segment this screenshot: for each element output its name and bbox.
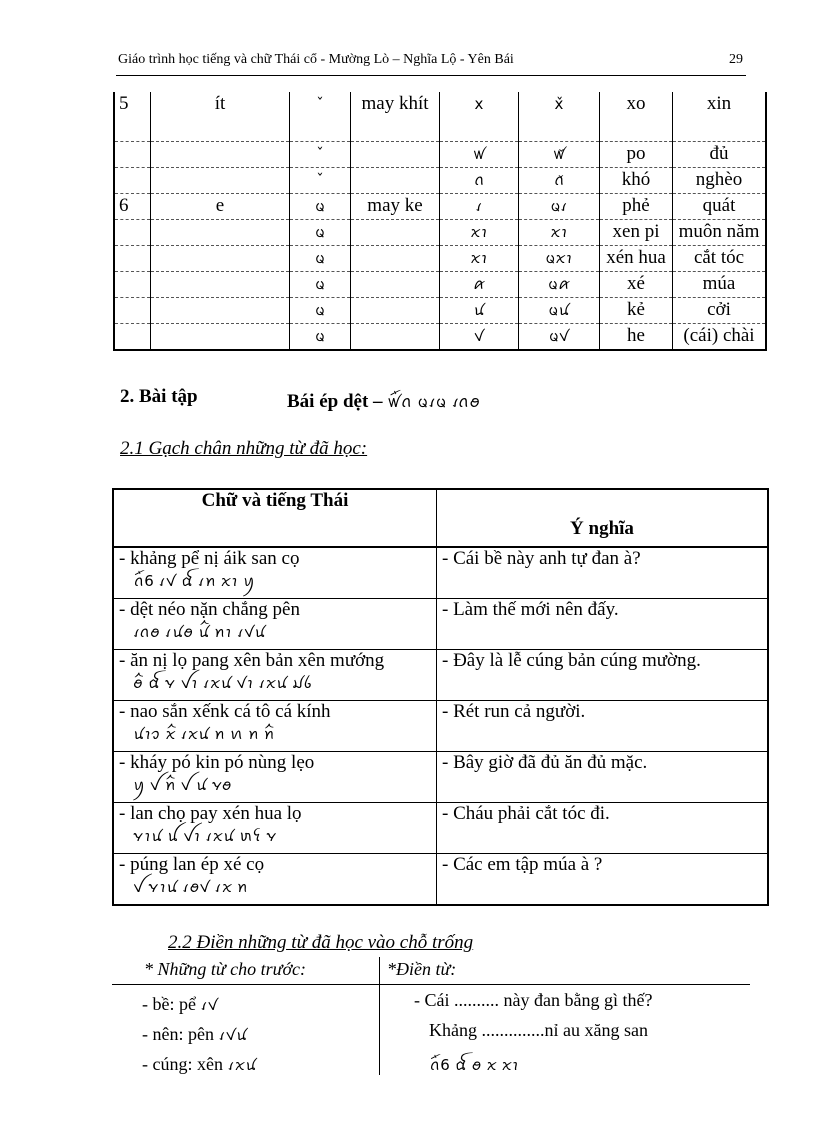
exercise-subtitle-text: Bái ép dệt – <box>287 391 383 412</box>
vowel-table-cell: (cái) chài <box>673 324 767 351</box>
vowel-table-cell: ꪙ <box>440 298 519 324</box>
vowel-table-cell <box>114 272 151 298</box>
vowel-table-cell: quát <box>673 194 767 220</box>
vowel-table <box>113 92 767 351</box>
vowel-table-cell <box>114 142 151 168</box>
vowel-table-cell: cởi <box>673 298 767 324</box>
thai-script: ꪮꪲ ꪞ ꪩ ꪜꪱ ꪹꪎꪙ ꪚꪱ ꪹꪎꪙ ꪣꪉ <box>133 674 312 692</box>
vowel-table-cell <box>351 272 440 298</box>
fill-divider-vertical <box>379 957 380 1075</box>
vowel-table-cell: e <box>151 194 290 220</box>
vowel-table-cell <box>351 142 440 168</box>
vowel-table-row <box>114 272 766 298</box>
vowel-table-row <box>114 194 766 220</box>
vowel-table-cell: ᨾ <box>290 324 351 351</box>
vowel-table-cell <box>151 142 290 168</box>
exercise-table-row <box>113 547 768 599</box>
vowel-table-cell: ⅹ̌ <box>519 92 600 142</box>
vowel-table-cell <box>114 168 151 194</box>
fill-words-heading: *Điền từ: <box>387 959 457 979</box>
vowel-table-cell: ꪚ <box>440 324 519 351</box>
vowel-table-cell: múa <box>673 272 767 298</box>
thai-phrase: - khảng pể nị áik san cọ <box>119 548 300 569</box>
vowel-table-cell <box>114 246 151 272</box>
thai-script: ꪙꪱꪫ ꪎꪲ ꪹꪎꪙ ꪀ ꪕ ꪀ ꪀꪲ <box>133 725 275 743</box>
meaning-cell: - Rét run cả người. <box>437 701 769 752</box>
vowel-table-cell: ᨾ <box>290 298 351 324</box>
exercise-table-row <box>113 701 768 752</box>
vowel-table-cell <box>151 246 290 272</box>
vowel-table-cell <box>151 220 290 246</box>
vowel-table-row <box>114 246 766 272</box>
exercise-table-row <box>113 803 768 854</box>
exercise-subtitle <box>287 386 480 420</box>
given-word: - bề: pể ꪹꪚ <box>142 994 218 1014</box>
vowel-table-cell: xé <box>600 272 673 298</box>
vowel-table-cell: ꪎꪱ <box>519 220 600 246</box>
exercise-table-row <box>113 650 768 701</box>
fill-sentence-thai: ꪒꪸ6 ꪞ ꪮ ꪎ ꪎꪱ <box>429 1056 519 1074</box>
vowel-table-cell: khó <box>600 168 673 194</box>
thai-phrase-cell <box>113 599 437 650</box>
vowel-table-row <box>114 142 766 168</box>
vowel-table-cell: may ke <box>351 194 440 220</box>
vowel-table-cell: ít <box>151 92 290 142</box>
thai-phrase-cell <box>113 854 437 906</box>
exercise-table-header <box>113 489 768 547</box>
meaning-cell: - Đây là lễ cúng bản cúng mường. <box>437 650 769 701</box>
vowel-table-cell <box>151 168 290 194</box>
vowel-table-row <box>114 324 766 351</box>
vowel-table-cell: kẻ <box>600 298 673 324</box>
exercise-table-row <box>113 752 768 803</box>
thai-phrase: - nao sắn xếnk cá tô cá kính <box>119 701 331 722</box>
vowel-table-cell: ꪁ <box>440 272 519 298</box>
vowel-table-row <box>114 92 766 142</box>
meaning-cell: - Các em tập múa à ? <box>437 854 769 906</box>
page-number: 29 <box>729 52 743 67</box>
thai-phrase-cell <box>113 701 437 752</box>
thai-phrase: - lan chọ pay xén hua lọ <box>119 803 302 824</box>
header-title: Giáo trình học tiếng và chữ Thái cổ - Mường Lò – Nghĩa Lộ - Yên Bái <box>118 52 514 67</box>
vowel-table-cell: may khít <box>351 92 440 142</box>
vowel-table-cell <box>351 246 440 272</box>
section-2-1-heading: 2.1 Gạch chân những từ đã học: <box>120 438 368 459</box>
vowel-table-cell: xo <box>600 92 673 142</box>
vowel-table-cell: ꪎꪱ <box>440 220 519 246</box>
vowel-table-cell <box>114 324 151 351</box>
fill-sentence: - Cái .......... này đan bằng gì thế? <box>414 990 653 1010</box>
meaning-cell: - Cháu phải cắt tóc đi. <box>437 803 769 854</box>
thai-script: ꪩꪱꪙ ꪊ ꪜꪱ ꪹꪎꪙ ꪬꪺ ꪩ <box>133 827 278 845</box>
vowel-table-cell: ˇ <box>290 168 351 194</box>
thai-script: ꪹꪒꪮ ꪹꪙꪮ ꪙꪲ ꪀꪱ ꪹꪚꪙ <box>133 623 266 641</box>
vowel-table-cell: 6 <box>114 194 151 220</box>
vowel-table-cell: ᨾꪹ <box>519 194 600 220</box>
vowel-table-cell <box>351 324 440 351</box>
vowel-table-cell: ᨾ <box>290 194 351 220</box>
vowel-table-cell: ᨾꪙ <box>519 298 600 324</box>
vowel-table-cell: xén hua <box>600 246 673 272</box>
fill-sentence: Khảng ..............nỉ au xăng san <box>429 1020 648 1040</box>
exercise-subtitle-thai: ꪝꪸꪒ ᨾꪹᨾ ꪹꪒꪮ <box>387 392 481 411</box>
vowel-table-cell <box>351 168 440 194</box>
thai-phrase: - dệt néo nặn chắng pên <box>119 599 300 620</box>
vowel-table-cell: xen pi <box>600 220 673 246</box>
thai-phrase: - kháy pó kin pó nùng lẹo <box>119 752 315 773</box>
vowel-table-cell: đủ <box>673 142 767 168</box>
header-divider <box>116 75 746 76</box>
vowel-table-cell: cắt tóc <box>673 246 767 272</box>
exercise-table <box>112 488 769 906</box>
meaning-cell: - Làm thế mới nên đấy. <box>437 599 769 650</box>
vowel-table-cell: ꪒ̌ <box>519 168 600 194</box>
vowel-table-cell: ꪝ̌ <box>519 142 600 168</box>
thai-phrase: - púng lan ép xé cọ <box>119 854 265 875</box>
given-words-heading: * Những từ cho trước: <box>144 959 307 979</box>
vowel-table-cell: phẻ <box>600 194 673 220</box>
vowel-table-cell: ᨾ <box>290 272 351 298</box>
vowel-table-cell: ᨾ <box>290 220 351 246</box>
thai-phrase-cell <box>113 650 437 701</box>
exercise-table-row <box>113 599 768 650</box>
meaning-cell: - Cái bề này anh tự đan à? <box>437 547 769 599</box>
page-header <box>118 52 746 68</box>
vowel-table-cell: ˇ <box>290 142 351 168</box>
thai-script: ꪜ ꪩꪱꪙ ꪹꪮꪚ ꪹꪎ ꪀ <box>133 878 248 896</box>
vowel-table-cell: ᨾꪁ <box>519 272 600 298</box>
vowel-table-cell <box>114 220 151 246</box>
thai-phrase-cell <box>113 752 437 803</box>
vowel-table-cell <box>151 324 290 351</box>
vowel-table-cell: he <box>600 324 673 351</box>
vowel-table-cell <box>351 220 440 246</box>
vowel-table-cell: ˇ <box>290 92 351 142</box>
vowel-table-cell: ꪎꪱ <box>440 246 519 272</box>
col-meaning-header: Ý nghĩa <box>437 489 769 547</box>
vowel-table-cell <box>351 298 440 324</box>
vowel-table-cell: po <box>600 142 673 168</box>
vowel-table-cell: muôn năm <box>673 220 767 246</box>
vowel-table-cell: ⅹ <box>440 92 519 142</box>
thai-script: ꪗ ꪜ ꪀꪲ ꪜ ꪙ ꪩꪮ <box>133 776 232 794</box>
vowel-table-cell: ꪹ <box>440 194 519 220</box>
vowel-table-cell: ᨾ <box>290 246 351 272</box>
exercise-title: 2. Bài tập <box>120 386 198 407</box>
vowel-table-cell: ꪒ <box>440 168 519 194</box>
vowel-table-cell: nghèo <box>673 168 767 194</box>
vowel-table-cell: ᨾꪚ <box>519 324 600 351</box>
col-thai-header: Chữ và tiếng Thái <box>113 489 437 547</box>
thai-phrase-cell <box>113 803 437 854</box>
thai-phrase: - ăn nị lọ pang xên bản xên mướng <box>119 650 385 671</box>
vowel-table-cell: ꪝ <box>440 142 519 168</box>
thai-phrase-cell <box>113 547 437 599</box>
fill-divider-horizontal <box>112 984 750 985</box>
given-word: - cúng: xên ꪹꪎꪙ <box>142 1054 257 1074</box>
vowel-table-cell <box>151 272 290 298</box>
exercise-table-row <box>113 854 768 906</box>
vowel-table-cell <box>151 298 290 324</box>
meaning-cell: - Bây giờ đã đủ ăn đủ mặc. <box>437 752 769 803</box>
vowel-table-row <box>114 220 766 246</box>
vowel-table-cell: xin <box>673 92 767 142</box>
thai-script: ꪒꪸ6 ꪹꪚ ꪞ ꪹꪀ ꪎꪱ ꪗ <box>133 572 255 590</box>
section-2-2-heading: 2.2 Điền những từ đã học vào chỗ trống <box>168 932 474 953</box>
vowel-table-row <box>114 298 766 324</box>
given-word: - nên: pên ꪹꪚꪙ <box>142 1024 248 1044</box>
vowel-table-cell: ᨾꪎꪱ <box>519 246 600 272</box>
vowel-table-cell <box>114 298 151 324</box>
vowel-table-row <box>114 168 766 194</box>
vowel-table-cell: 5 <box>114 92 151 142</box>
